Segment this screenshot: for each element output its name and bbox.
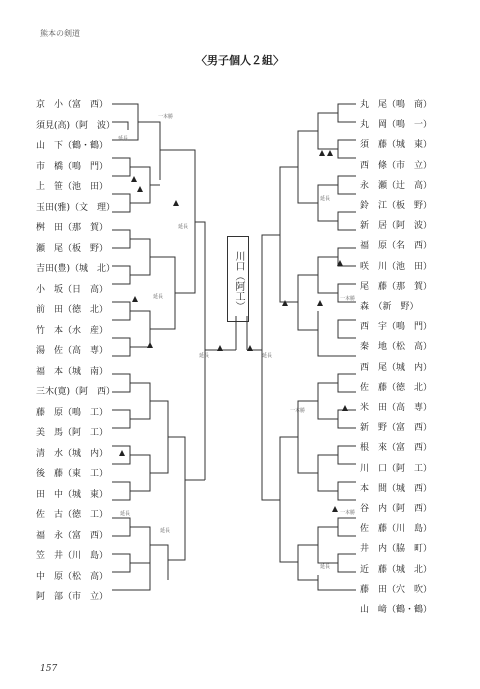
left-player-entry: 三木(寛)（阿 西） <box>36 387 116 397</box>
bracket-title: 〈男子個人２組〉 <box>196 54 284 67</box>
encho-annotation: 延長 <box>178 224 189 230</box>
right-player-entry: 川 口（阿 工） <box>360 463 433 474</box>
ippon-annotation: 一本勝 <box>290 408 306 414</box>
left-player-entry: 藤 原（鳴 工） <box>36 407 109 418</box>
right-player-entry: 西 條（市 立） <box>360 160 433 171</box>
left-player-entry: 清 水（城 内） <box>36 448 109 459</box>
left-player-entry: 竹 本（水 産） <box>36 325 109 336</box>
right-player-entry: 米 田（高 専） <box>360 403 433 413</box>
ippon-annotation: 一本勝 <box>340 510 356 516</box>
right-player-entry: 咲 川（池 田） <box>360 261 433 272</box>
left-player-entry: 小 坂（日 高） <box>36 284 109 295</box>
left-player-entry: 福 永（富 西） <box>36 530 109 541</box>
right-player-entry: 本 間（城 西） <box>360 483 433 494</box>
right-player-entry: 福 原（名 西） <box>360 241 433 252</box>
left-player-entry: 笠 井（川 島） <box>36 551 109 561</box>
encho-annotation: 延長 <box>160 528 171 534</box>
left-player-entry: 佐 古（徳 工） <box>36 510 109 520</box>
right-player-entry: 永 瀬（辻 高） <box>360 180 433 191</box>
left-player-entry: 吉田(豊)（城 北） <box>36 264 116 274</box>
left-player-entry: 市 橋（鳴 門） <box>36 161 109 172</box>
right-player-entry: 丸 岡（鳴 一） <box>360 120 433 131</box>
right-player-entry: 西 宇（鳴 門） <box>360 322 433 333</box>
right-player-entry: 井 内（脇 町） <box>360 544 433 555</box>
right-player-entry: 根 來（富 西） <box>360 443 433 454</box>
right-player-entry: 秦 地（松 高） <box>360 342 433 353</box>
encho-annotation: 延長 <box>320 196 331 202</box>
left-player-entry: 山 下（鶴・鶴） <box>36 141 109 151</box>
right-player-entry: 新 野（富 西） <box>360 423 433 434</box>
right-player-entry: 山 﨑（鶴・鶴） <box>360 605 433 615</box>
ippon-annotation: 一本勝 <box>340 296 356 302</box>
encho-annotation: 延長 <box>262 353 273 359</box>
left-player-entry: 湯 佐（高 専） <box>36 346 109 356</box>
left-player-entry: 京 小（富 西） <box>36 100 109 110</box>
encho-annotation: 延長 <box>199 353 210 359</box>
left-player-entry: 美 馬（阿 工） <box>36 428 109 438</box>
right-player-entry: 佐 藤（徳 北） <box>360 382 433 393</box>
right-player-entry: 谷 内（阿 西） <box>360 504 433 514</box>
page-number: 157 <box>40 664 58 674</box>
left-player-entry: 前 田（徳 北） <box>36 305 109 315</box>
left-player-entry: 桝 田（那 賀） <box>36 223 109 233</box>
left-player-entry: 瀬 尾（板 野） <box>36 243 109 254</box>
left-player-entry: 中 原（松 高） <box>36 571 109 582</box>
running-header: 熊本の剣道 <box>40 29 80 38</box>
encho-annotation: 延長 <box>120 511 131 517</box>
right-player-entry: 尾 藤（那 賀） <box>360 281 433 292</box>
left-player-entry: 須見(高)（阿 波） <box>36 120 116 131</box>
left-player-entry: 福 本（城 南） <box>36 366 109 377</box>
right-player-entry: 新 居（阿 波） <box>360 221 433 232</box>
right-player-entry: 近 藤（城 北） <box>360 564 433 575</box>
left-player-entry: 田 中（城 東） <box>36 489 109 500</box>
encho-annotation: 延長 <box>153 294 164 300</box>
left-player-entry: 阿 部（市 立） <box>36 592 109 602</box>
right-player-entry: 丸 尾（鳴 商） <box>360 100 433 110</box>
left-player-entry: 上 笹（池 田） <box>36 182 109 192</box>
right-player-entry: 佐 藤（川 島） <box>360 524 433 535</box>
right-player-entry: 鈴 江（板 野） <box>360 201 433 211</box>
encho-annotation: 延長 <box>320 564 331 570</box>
right-player-entry: 西 尾（城 内） <box>360 362 433 373</box>
left-player-entry: 後 藤（東 工） <box>36 469 109 479</box>
right-player-entry: 藤 田（穴 吹） <box>360 584 433 595</box>
encho-annotation: 延長 <box>118 136 129 142</box>
right-player-entry: 森 （新 野） <box>360 302 419 312</box>
ippon-annotation: 一本勝 <box>158 114 174 120</box>
left-player-entry: 玉田(雅)（文 理） <box>36 202 116 213</box>
right-player-entry: 須 藤（城 東） <box>360 140 433 151</box>
champion-box: 川口（阿工） <box>227 236 249 322</box>
